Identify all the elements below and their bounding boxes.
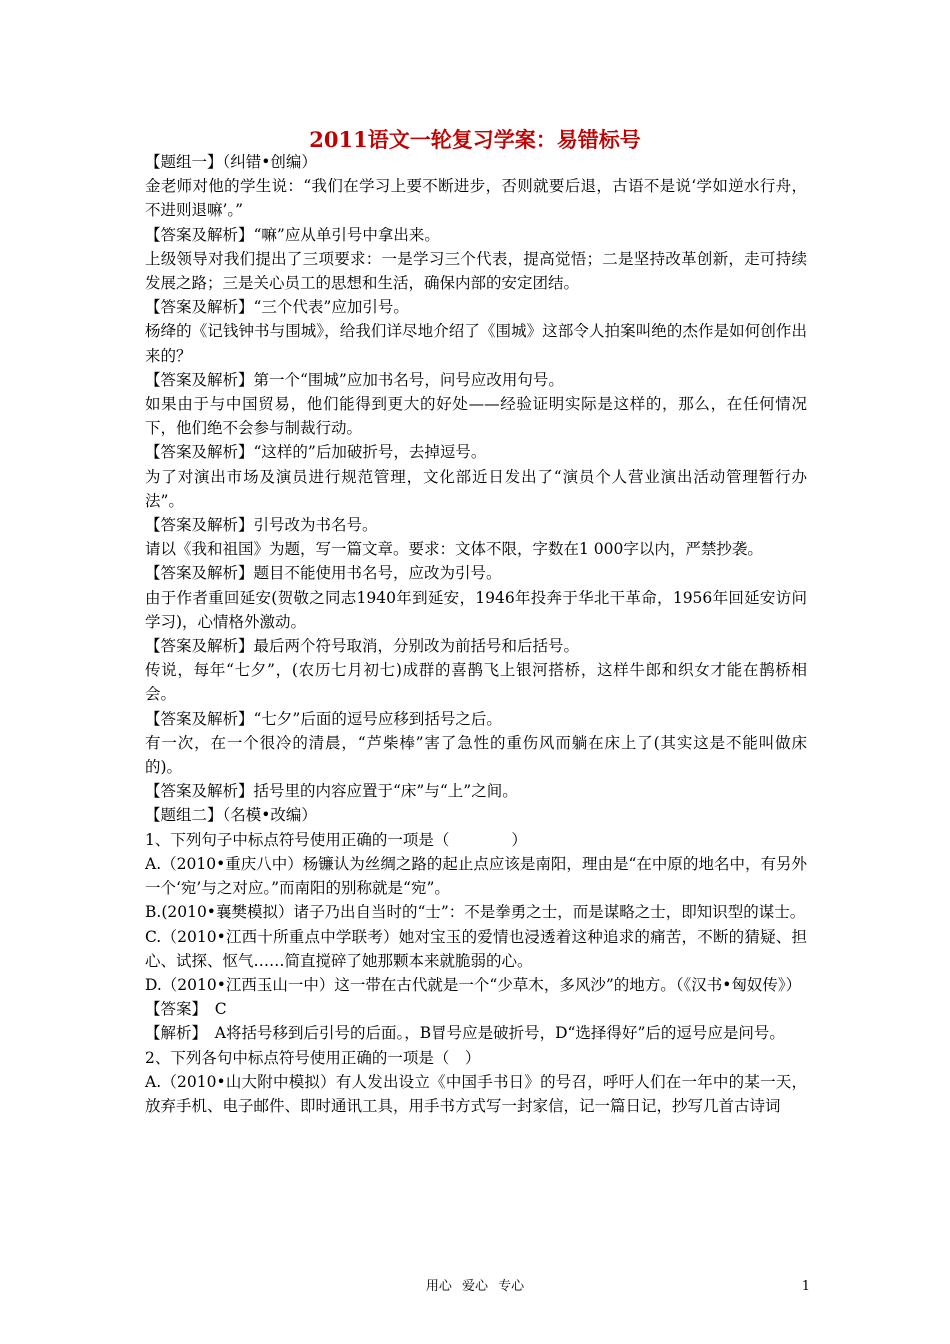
paragraph: 上级领导对我们提出了三项要求：一是学习三个代表，提高觉悟；二是坚持改革创新，走可持续发展之路；三是关心员工的思想和生活，确保内部的安定团结。 [145, 249, 807, 293]
page-number: 1 [801, 1279, 810, 1294]
footer-motto: 用心 爱心 专心 [425, 1279, 525, 1294]
paragraph: 传说，每年“七夕”，(农历七月初七)成群的喜鹊飞上银河搭桥，这样牛郎和织女才能在鹊桥相会。 [145, 661, 807, 704]
paragraph: 【答案及解析】“这样的”后加破折号，去掉逗号。 [145, 443, 487, 462]
paragraph: 【题组一】（纠错•创编） [145, 153, 317, 171]
paragraph: 有一次，在一个很冷的清晨，“芦柴棒”害了急性的重伤风而躺在床上了(其实这是不能叫做床的)。 [145, 733, 807, 777]
paragraph: 杨绛的《记钱钟书与围城》，给我们详尽地介绍了《围城》这部令人拍案叫绝的杰作是如何创作出来的？ [145, 322, 807, 365]
paragraph: 2、下列各句中标点符号使用正确的一项是（ ） [145, 1048, 481, 1067]
paragraph: 【题组二】（名模•改编） [145, 806, 317, 825]
paragraph: 【答案及解析】括号里的内容应置于“床”与“上”之间。 [145, 782, 518, 801]
paragraph: 【答案及解析】题目不能使用书名号，应改为引号。 [145, 564, 502, 583]
page-footer [0, 1276, 950, 1298]
document-title: 2011语文一轮复习学案：易错标号 [309, 127, 641, 152]
paragraph: C.（2010•江西十所重点中学联考）她对宝玉的爱情也浸透着这种追求的痛苦，不断的猜疑、担心、试探、怄气……简直搅碎了她那颗本来就脆弱的心。 [145, 927, 807, 970]
paragraph: B.(2010•襄樊模拟）诸子乃出自当时的“士”：不是拳勇之士，而是谋略之士，即知识型的谋士。 [145, 903, 806, 922]
paragraph: A.（2010•山大附中模拟）有人发出设立《中国手书日》的号召，呼吁人们在一年中的某一天，放弃手机、电子邮件、即时通讯工具，用手书方式写一封家信，记一篇日记，抄写几首古诗词 [145, 1072, 807, 1115]
paragraph: 【答案及解析】第一个“围城”应加书名号，问号应改用句号。 [145, 370, 564, 389]
paragraph: 1、下列句子中标点符号使用正确的一项是（ ） [145, 830, 527, 849]
paragraph: 由于作者重回延安(贺敬之同志1940年到延安，1946年投奔于华北干革命，1956年回延安访问学习)，心情格外激动。 [145, 588, 807, 631]
paragraph: 【答案及解析】“三个代表”应加引号。 [145, 298, 409, 317]
paragraph: 【答案及解析】最后两个符号取消，分别改为前括号和后括号。 [145, 637, 580, 656]
paragraph: 为了对演出市场及演员进行规范管理，文化部近日发出了“演员个人营业演出活动管理暂行办法”。 [145, 467, 807, 510]
paragraph: 【答案及解析】“嘛”应从单引号中拿出来。 [145, 225, 440, 244]
paragraph: 【答案】 C [145, 1000, 227, 1019]
paragraph: 如果由于与中国贸易，他们能得到更大的好处——经验证明实际是这样的，那么，在任何情况下，他们绝不会参与制裁行动。 [145, 395, 807, 438]
paragraph: 请以《我和祖国》为题，写一篇文章。要求：文体不限，字数在1 000字以内，严禁抄袭。 [145, 540, 763, 559]
paragraph: D.（2010•江西玉山一中）这一带在古代就是一个“少草木，多风沙”的地方。（《汉书•匈奴传》） [145, 975, 802, 994]
paragraph: 【解析】 A将括号移到后引号的后面。，B冒号应是破折号，D“选择得好”后的逗号应是问号。 [145, 1024, 785, 1043]
paragraph: 金老师对他的学生说：“我们在学习上要不断进步，否则就要后退，古语不是说‘学如逆水行舟，不进则退嘛’。” [145, 177, 807, 220]
paragraph: A.（2010•重庆八中）杨镰认为丝绸之路的起止点应该是南阳，理由是“在中原的地名中，有另外一个‘宛’与之对应。”而南阳的别称就是“宛”。 [145, 854, 807, 898]
paragraph: 【答案及解析】“七夕”后面的逗号应移到括号之后。 [145, 709, 502, 728]
document-body [145, 150, 807, 1118]
paragraph: 【答案及解析】引号改为书名号。 [145, 516, 378, 535]
